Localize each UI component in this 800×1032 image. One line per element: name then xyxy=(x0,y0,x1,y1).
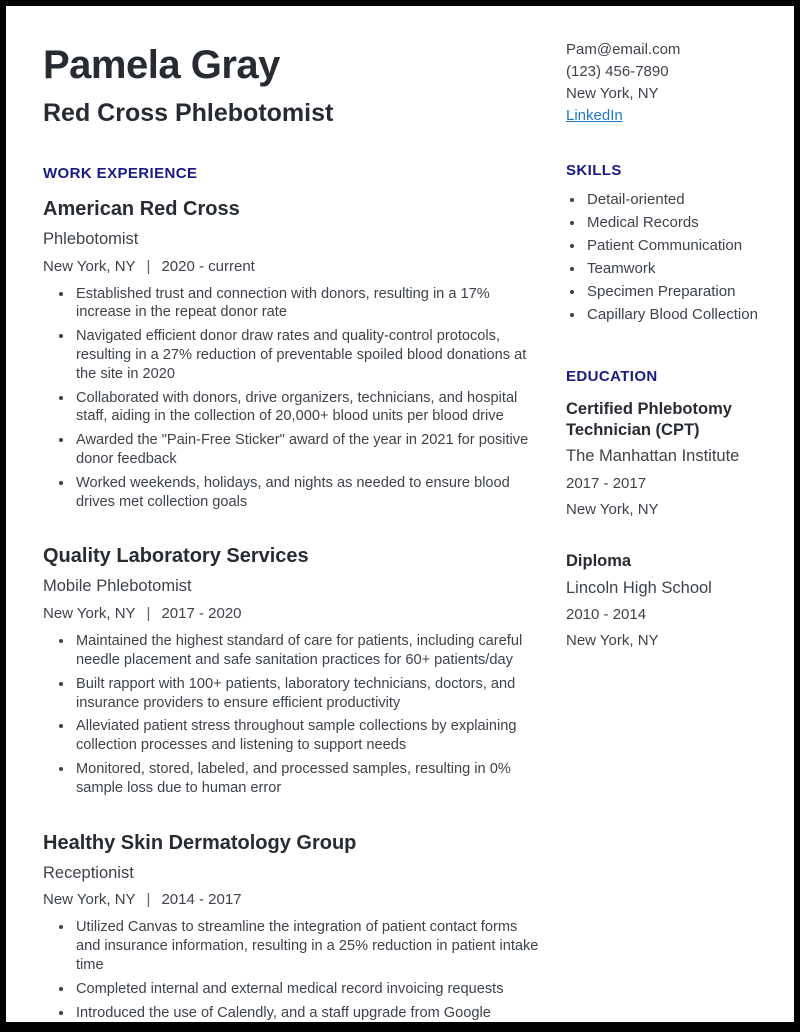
education-degree: Certified Phlebotomy Technician (CPT) xyxy=(566,400,732,439)
job-bullet-list xyxy=(43,632,540,797)
job-bullet: • Navigated efficient donor draw rates and quality-control protocols, resulting in a 27% reduction of preventable spoiled blood donations at the site in 2020 xyxy=(74,327,540,383)
education-entry xyxy=(566,399,764,519)
skill-item: • Capillary Blood Collection xyxy=(585,306,764,324)
job-company: American Red Cross xyxy=(43,197,240,220)
skill-item: • Specimen Preparation xyxy=(585,283,764,301)
job-bullet: • Established trust and connection with donors, resulting in a 17% increase in the repeat donor rate xyxy=(74,285,540,323)
skill-item: • Patient Communication xyxy=(585,237,764,255)
job-dates: 2017 - 2020 xyxy=(161,605,242,623)
contact-email: Pam@email.com xyxy=(566,41,681,58)
skills-header: SKILLS xyxy=(566,162,622,179)
education-school: Lincoln High School xyxy=(566,578,712,597)
contact-location: New York, NY xyxy=(566,85,659,102)
skills-list xyxy=(566,191,764,324)
job-bullet: • Maintained the highest standard of care for patients, including careful needle placement and safe sanitation practices for 60+ patients/day xyxy=(74,632,540,670)
education-header: EDUCATION xyxy=(566,368,658,385)
job-entry xyxy=(43,197,540,512)
job-dates: 2020 - current xyxy=(161,257,255,275)
job-role: Mobile Phlebotomist xyxy=(43,577,192,596)
job-bullet: • Completed internal and external medical record invoicing requests xyxy=(74,980,540,999)
job-bullet: • Utilized Canvas to streamline the integration of patient contact forms and insurance information, resulting in a 25% reduction in patient intake time xyxy=(74,918,540,974)
education-degree: Diploma xyxy=(566,552,632,571)
education-dates: 2010 - 2014 xyxy=(566,606,647,624)
job-bullet: • Worked weekends, holidays, and nights as needed to ensure blood drives met collection goals xyxy=(74,474,540,512)
meta-separator: | xyxy=(146,605,151,623)
job-bullet-list xyxy=(43,918,540,1032)
job-bullet: • Collaborated with donors, drive organizers, technicians, and hospital staff, aiding in the collection of 20,000+ blood units per blood drive xyxy=(74,389,540,427)
education-dates: 2017 - 2017 xyxy=(566,475,647,493)
job-entry xyxy=(43,831,540,1032)
meta-separator: | xyxy=(146,891,151,909)
job-role: Receptionist xyxy=(43,863,134,882)
job-location: New York, NY xyxy=(43,257,136,275)
meta-separator: | xyxy=(146,257,151,275)
job-meta xyxy=(43,891,540,909)
job-entry xyxy=(43,544,540,797)
job-bullet-list xyxy=(43,285,540,512)
education-entry xyxy=(566,551,764,650)
job-company: Healthy Skin Dermatology Group xyxy=(43,831,357,854)
person-name: Pamela Gray xyxy=(43,43,280,87)
job-bullet: • Alleviated patient stress throughout sample collections by explaining collection processes and listening to support needs xyxy=(74,717,540,755)
contact-block xyxy=(566,39,764,127)
education-list xyxy=(566,399,764,650)
education-location: New York, NY xyxy=(566,501,659,519)
job-location: New York, NY xyxy=(43,605,136,623)
job-dates: 2014 - 2017 xyxy=(161,891,242,909)
education-school: The Manhattan Institute xyxy=(566,447,740,466)
job-meta xyxy=(43,258,540,276)
skill-item: • Medical Records xyxy=(585,214,764,232)
job-bullet: • Awarded the "Pain-Free Sticker" award of the year in 2021 for positive donor feedback xyxy=(74,431,540,469)
linkedin-link[interactable]: LinkedIn xyxy=(566,107,623,124)
job-bullet: • Monitored, stored, labeled, and processed samples, resulting in 0% sample loss due to human error xyxy=(74,760,540,798)
job-location: New York, NY xyxy=(43,891,136,909)
jobs-list xyxy=(43,197,540,1032)
sidebar-column xyxy=(566,39,764,1022)
job-company: Quality Laboratory Services xyxy=(43,545,309,568)
skill-item: • Teamwork xyxy=(585,260,764,278)
skill-item: • Detail-oriented xyxy=(585,191,764,209)
education-location: New York, NY xyxy=(566,632,659,650)
work-experience-header: WORK EXPERIENCE xyxy=(43,164,198,182)
job-bullet: • Built rapport with 100+ patients, laboratory technicians, doctors, and insurance providers to ensure efficient productivity xyxy=(74,675,540,713)
contact-phone: (123) 456-7890 xyxy=(566,63,669,80)
main-column xyxy=(43,39,540,1032)
person-job-title: Red Cross Phlebotomist xyxy=(43,98,334,127)
job-bullet: • Introduced the use of Calendly, and a staff upgrade from Google Calendar to Microsoft Outlook Calendar xyxy=(74,1004,540,1032)
job-meta xyxy=(43,605,540,623)
job-role: Phlebotomist xyxy=(43,229,139,248)
